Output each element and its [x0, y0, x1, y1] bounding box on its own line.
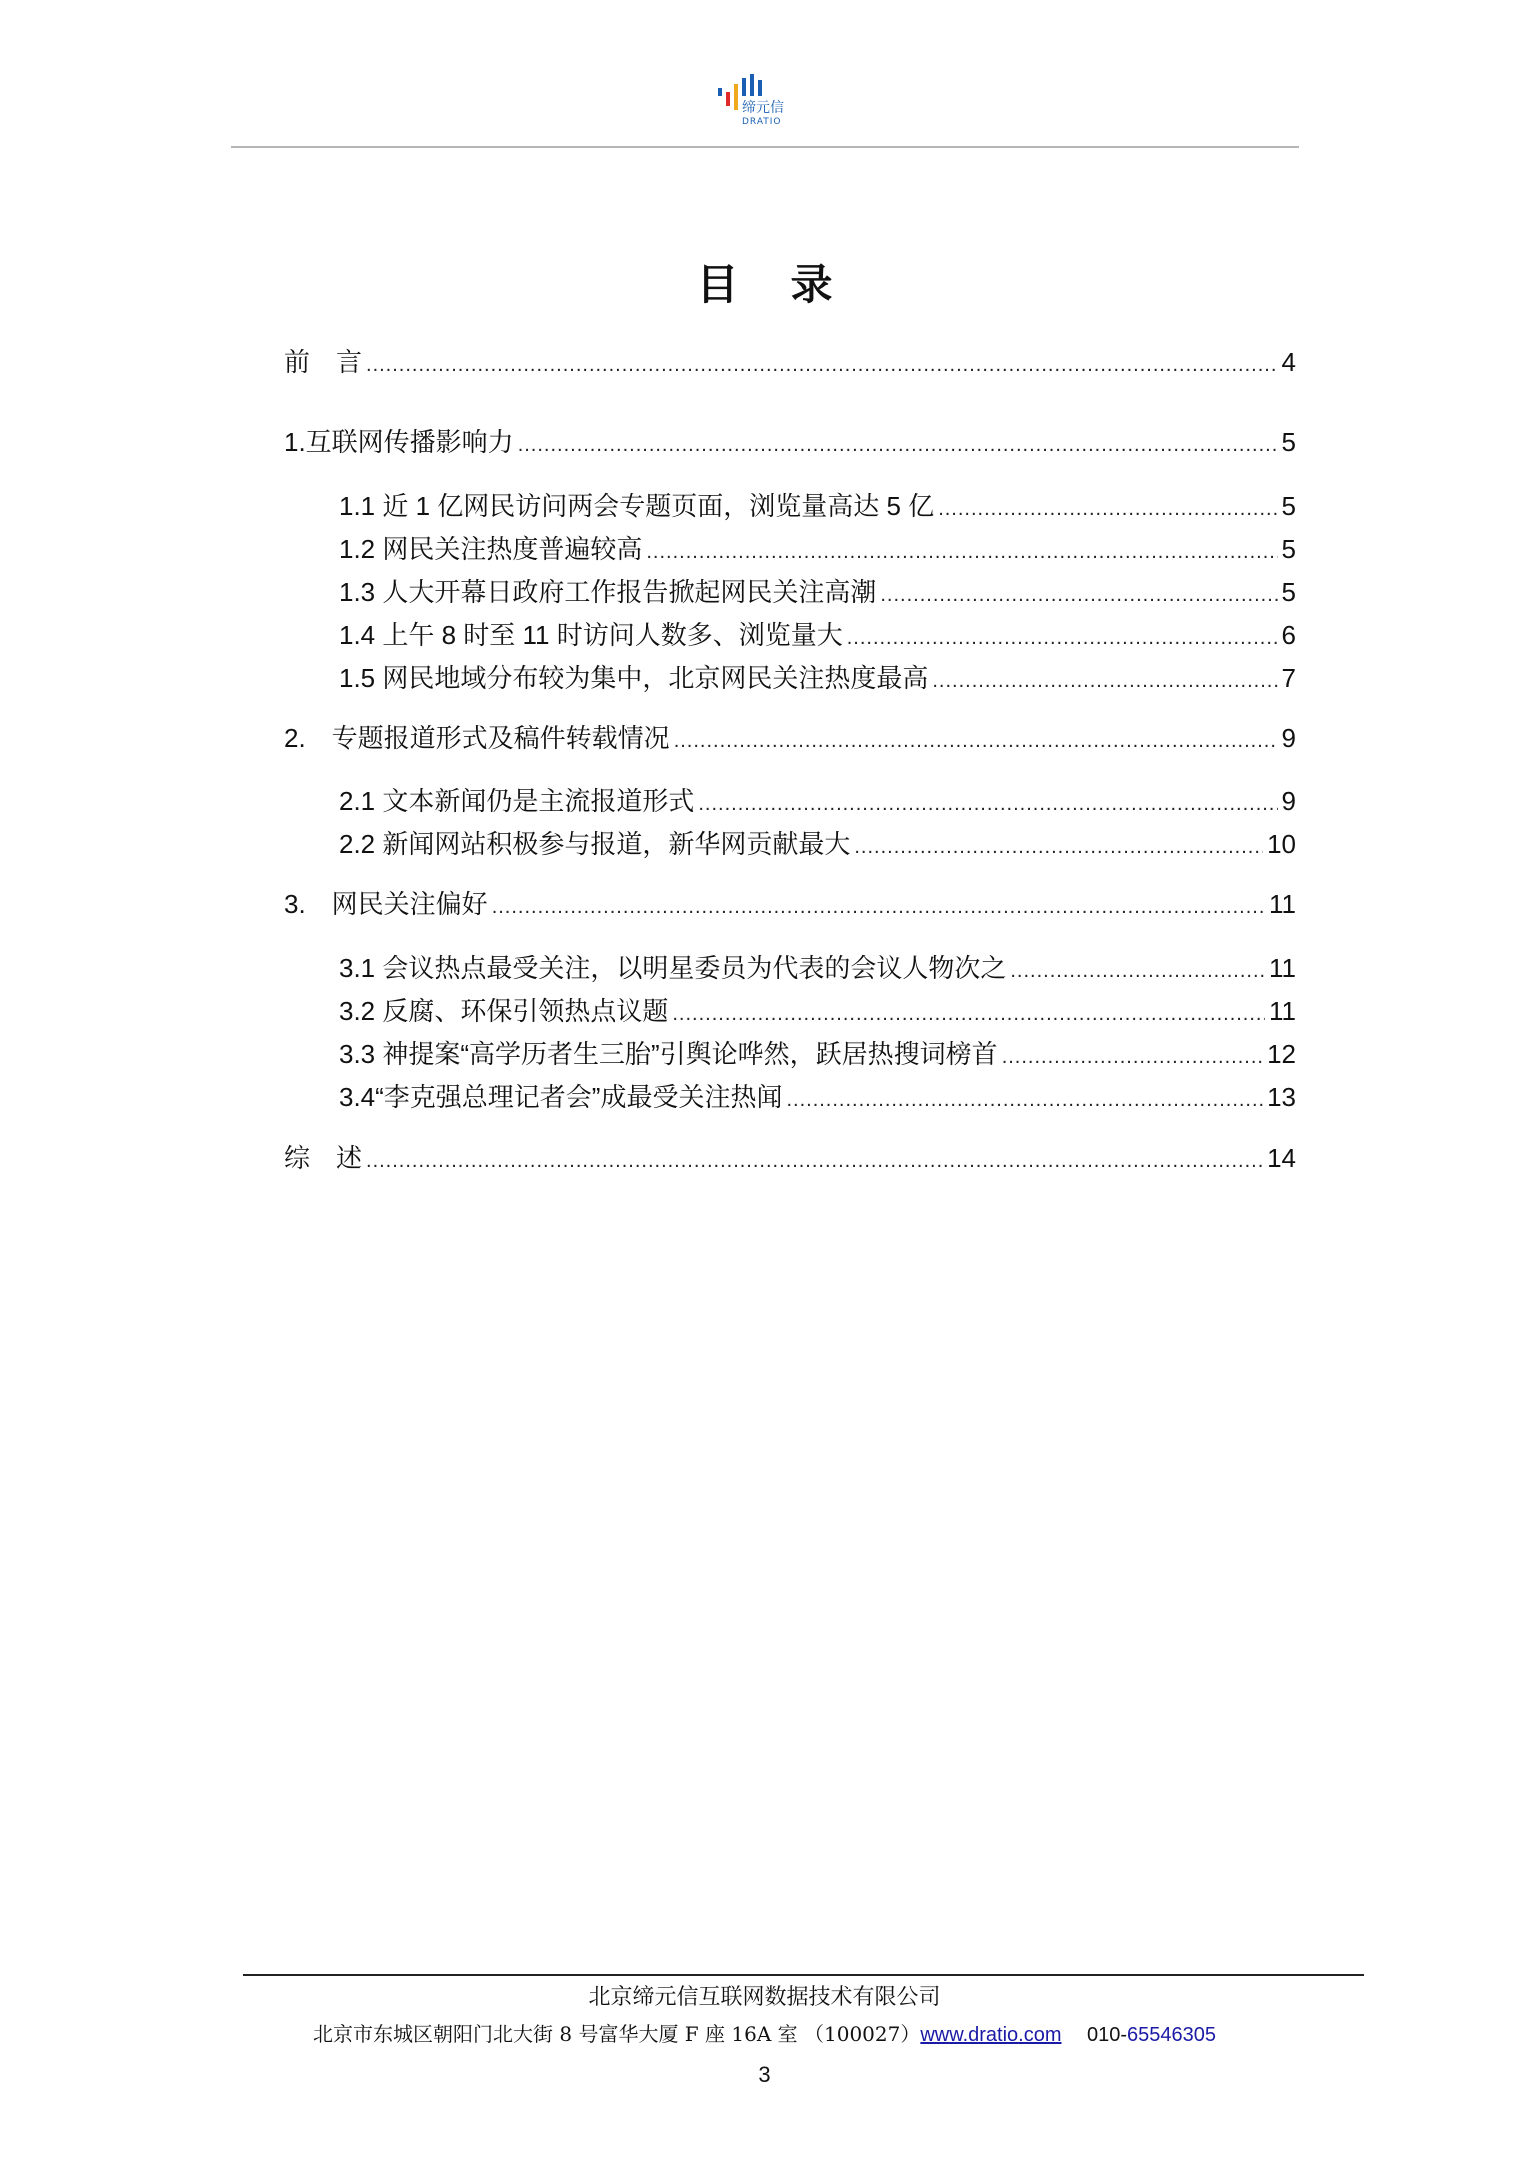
footer-contact-line: [0, 2018, 1529, 2047]
toc-entry-text: 3.2 反腐、环保引领热点议题: [339, 996, 669, 1026]
toc-leader-dots: [366, 1143, 1263, 1179]
toc-entry-text: 3.3 神提案“高学历者生三胎”引舆论哗然，跃居热搜词榜首: [339, 1039, 998, 1069]
toc-entry-1-1[interactable]: [339, 488, 1296, 524]
toc-entry-1-2[interactable]: [339, 531, 1296, 567]
toc-leader-dots: [646, 534, 1277, 570]
toc-entry-page: 7: [1281, 663, 1296, 693]
page-number: 3: [758, 2062, 771, 2087]
footer-phone-number: 65546305: [1126, 2024, 1216, 2046]
dratio-logo: [716, 70, 816, 126]
toc-entry-text: 3. 网民关注偏好: [284, 889, 488, 919]
toc-entry-3-2[interactable]: [339, 993, 1296, 1029]
header-divider: [231, 146, 1299, 148]
toc-leader-dots: [492, 889, 1265, 925]
toc-entry-page: 12: [1267, 1039, 1296, 1069]
toc-entry-text: 1.3 人大开幕日政府工作报告掀起网民关注高潮: [339, 577, 877, 607]
toc-leader-dots: [938, 491, 1277, 527]
toc-entry-1-4[interactable]: [339, 617, 1296, 653]
toc-entry-2-1[interactable]: [339, 783, 1296, 819]
toc-entry-page: 5: [1281, 491, 1296, 521]
toc-entry-page: 5: [1281, 427, 1296, 457]
toc-entry-page: 5: [1281, 534, 1296, 564]
toc-leader-dots: [674, 723, 1278, 759]
toc-entry-text: 综 述: [284, 1143, 363, 1173]
toc-entry-page: 9: [1281, 723, 1296, 753]
toc-entry-page: 13: [1267, 1082, 1296, 1112]
toc-title: 目录: [696, 260, 885, 309]
toc-entry-preface[interactable]: [284, 344, 1296, 380]
toc-entry-1[interactable]: [284, 424, 1296, 460]
toc-leader-dots: [847, 620, 1278, 656]
toc-entry-text: 1.5 网民地域分布较为集中，北京网民关注热度最高: [339, 663, 929, 693]
toc-leader-dots: [672, 996, 1265, 1032]
toc-leader-dots: [932, 663, 1277, 699]
logo-cn-text: 缔元信: [742, 100, 784, 116]
toc-entry-page: 9: [1281, 786, 1296, 816]
toc-entry-1-5[interactable]: [339, 660, 1296, 696]
toc-entry-text: 1.1 近 1 亿网民访问两会专题页面，浏览量高达 5 亿: [339, 491, 935, 521]
toc-entry-page: 11: [1269, 996, 1296, 1026]
toc-leader-dots: [366, 347, 1278, 383]
footer-divider: [243, 1974, 1364, 1976]
toc-entry-text: 2.1 文本新闻仍是主流报道形式: [339, 786, 695, 816]
toc-leader-dots: [1010, 953, 1265, 989]
toc-entry-page: 4: [1281, 347, 1296, 377]
toc-entry-page: 11: [1269, 889, 1296, 919]
toc-entry-text: 2.2 新闻网站积极参与报道，新华网贡献最大: [339, 829, 851, 859]
toc-entry-page: 11: [1269, 953, 1296, 983]
toc-leader-dots: [518, 427, 1278, 463]
toc-entry-text: 1.4 上午 8 时至 11 时访问人数多、浏览量大: [339, 620, 843, 650]
toc-entry-text: 2. 专题报道形式及稿件转载情况: [284, 723, 670, 753]
toc-entry-page: 5: [1281, 577, 1296, 607]
toc-entry-text: 1.2 网民关注热度普遍较高: [339, 534, 643, 564]
toc-leader-dots: [698, 786, 1277, 822]
toc-entry-2-2[interactable]: [339, 826, 1296, 862]
toc-entry-3-4[interactable]: [339, 1079, 1296, 1115]
toc-entry-text: 3.4“李克强总理记者会”成最受关注热闻: [339, 1082, 783, 1112]
footer-phone: [1087, 2024, 1216, 2046]
toc-entry-text: 前 言: [284, 347, 363, 377]
toc-leader-dots: [854, 829, 1263, 865]
toc-entry-page: 14: [1267, 1143, 1296, 1173]
toc-leader-dots: [786, 1082, 1263, 1118]
toc-entry-1-3[interactable]: [339, 574, 1296, 610]
toc-entry-3[interactable]: [284, 886, 1296, 922]
toc-entry-text: 3.1 会议热点最受关注，以明星委员为代表的会议人物次之: [339, 953, 1007, 983]
footer-website-link[interactable]: www.dratio.com: [920, 2024, 1062, 2046]
footer-company-name: 北京缔元信互联网数据技术有限公司: [588, 1985, 941, 2010]
toc-entry-3-1[interactable]: [339, 950, 1296, 986]
toc-entry-3-3[interactable]: [339, 1036, 1296, 1072]
toc-leader-dots: [880, 577, 1277, 613]
toc-entry-summary[interactable]: [284, 1140, 1296, 1176]
toc-leader-dots: [1002, 1039, 1263, 1075]
toc-entry-text: 1.互联网传播影响力: [284, 427, 514, 457]
logo-en-text: DRATIO: [742, 117, 782, 126]
toc-entry-page: 10: [1267, 829, 1296, 859]
footer-address: 北京市东城区朝阳门北大街 8 号富华大厦 F 座 16A 室 （100027）: [313, 2022, 921, 2046]
footer-phone-prefix: 010-: [1086, 2024, 1127, 2046]
toc-entry-page: 6: [1281, 620, 1296, 650]
toc-entry-2[interactable]: [284, 720, 1296, 756]
